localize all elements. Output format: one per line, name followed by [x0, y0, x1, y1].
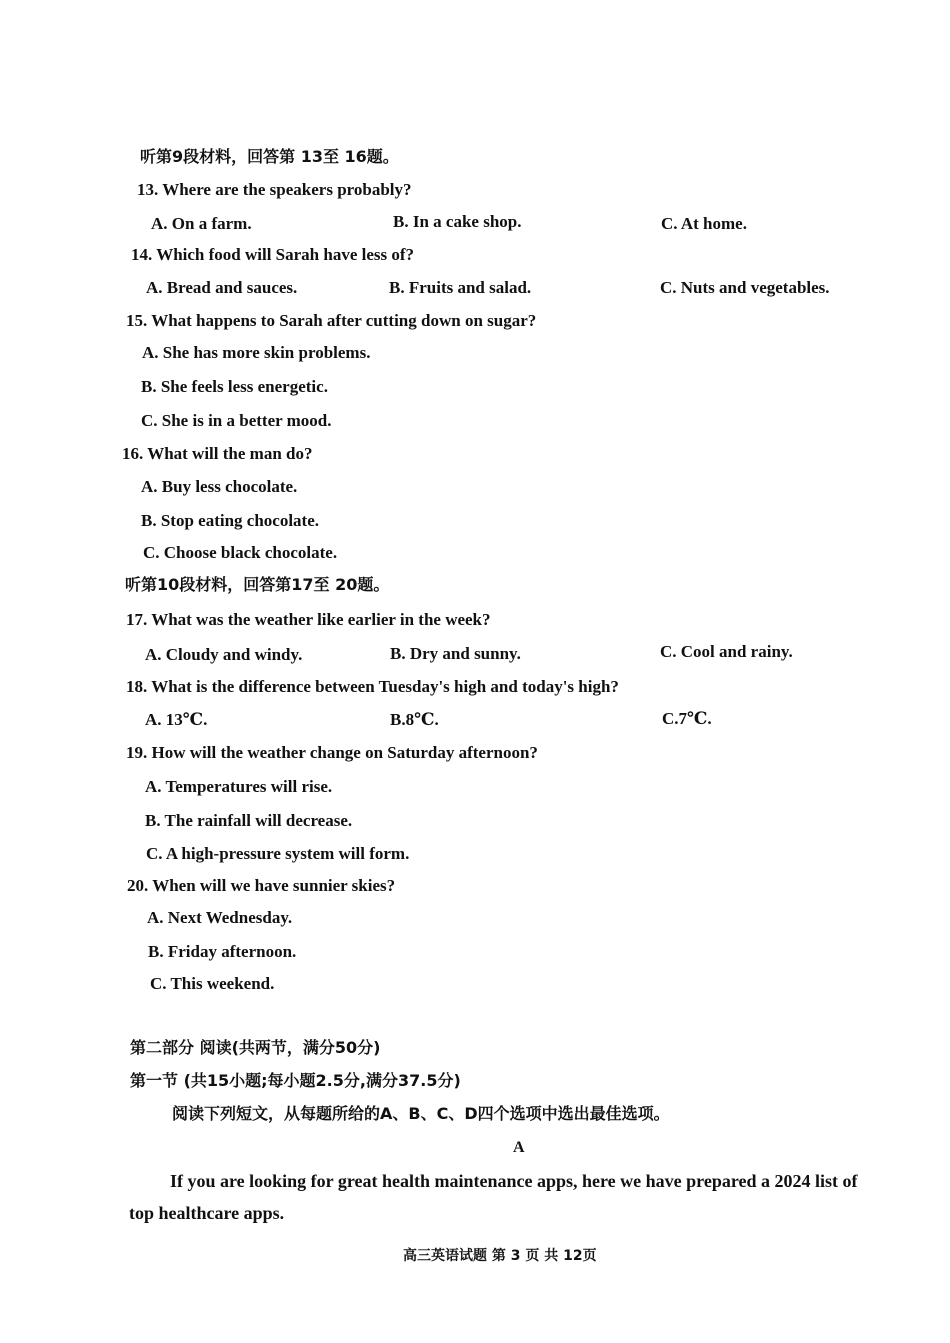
part2-section1-header: 第一节 (共15小题;每小题2.5分,满分37.5分) — [130, 1071, 461, 1090]
question-13-option-a: A. On a farm. — [151, 214, 252, 233]
question-15-option-b: B. She feels less energetic. — [141, 377, 328, 396]
question-16-stem: 16. What will the man do? — [122, 444, 313, 463]
question-18-option-b: B.8℃. — [390, 710, 439, 729]
section-header-10: 听第10段材料，回答第17至 20题。 — [125, 575, 390, 594]
question-20-stem: 20. When will we have sunnier skies? — [127, 876, 396, 895]
passage-paragraph-line-1: If you are looking for great health maintenance apps, here we have prepared a 2024 list of — [170, 1171, 858, 1191]
question-15-stem: 15. What happens to Sarah after cutting down on sugar? — [126, 311, 537, 330]
question-14-option-a: A. Bread and sauces. — [146, 278, 298, 297]
section-header-9: 听第9段材料，回答第 13至 16题。 — [140, 147, 399, 166]
question-14-option-c: C. Nuts and vegetables. — [660, 278, 830, 297]
question-13-stem: 13. Where are the speakers probably? — [137, 180, 412, 199]
question-17-option-b: B. Dry and sunny. — [390, 644, 521, 663]
question-20-option-c: C. This weekend. — [150, 974, 275, 993]
question-19-option-a: A. Temperatures will rise. — [145, 777, 333, 796]
question-18-stem: 18. What is the difference between Tuesday's high and today's high? — [126, 677, 619, 696]
passage-paragraph-line-2: top healthcare apps. — [129, 1203, 285, 1223]
question-19-stem: 19. How will the weather change on Saturday afternoon? — [126, 743, 538, 762]
question-20-option-b: B. Friday afternoon. — [148, 942, 297, 961]
question-13-option-b: B. In a cake shop. — [393, 212, 522, 231]
question-15-option-a: A. She has more skin problems. — [142, 343, 371, 362]
question-13-option-c: C. At home. — [661, 214, 747, 233]
question-16-option-a: A. Buy less chocolate. — [141, 477, 298, 496]
question-16-option-c: C. Choose black chocolate. — [143, 543, 338, 562]
question-17-option-c: C. Cool and rainy. — [660, 642, 793, 661]
question-19-option-b: B. The rainfall will decrease. — [145, 811, 353, 830]
passage-label: A — [513, 1139, 525, 1156]
question-20-option-a: A. Next Wednesday. — [147, 908, 293, 927]
page-footer: 高三英语试题 第 3 页 共 12页 — [403, 1248, 597, 1264]
question-19-option-c: C. A high-pressure system will form. — [146, 844, 410, 863]
question-16-option-b: B. Stop eating chocolate. — [141, 511, 320, 530]
question-14-stem: 14. Which food will Sarah have less of? — [131, 245, 415, 264]
question-15-option-c: C. She is in a better mood. — [141, 411, 332, 430]
reading-instructions: 阅读下列短文，从每题所给的A、B、C、D四个选项中选出最佳选项。 — [172, 1104, 670, 1123]
question-17-stem: 17. What was the weather like earlier in the week? — [126, 610, 491, 629]
question-14-option-b: B. Fruits and salad. — [389, 278, 532, 297]
question-18-option-a: A. 13℃. — [145, 710, 208, 729]
part2-title: 第二部分 阅读(共两节，满分50分) — [130, 1038, 381, 1057]
question-17-option-a: A. Cloudy and windy. — [145, 645, 303, 664]
question-18-option-c: C.7℃. — [662, 709, 712, 728]
